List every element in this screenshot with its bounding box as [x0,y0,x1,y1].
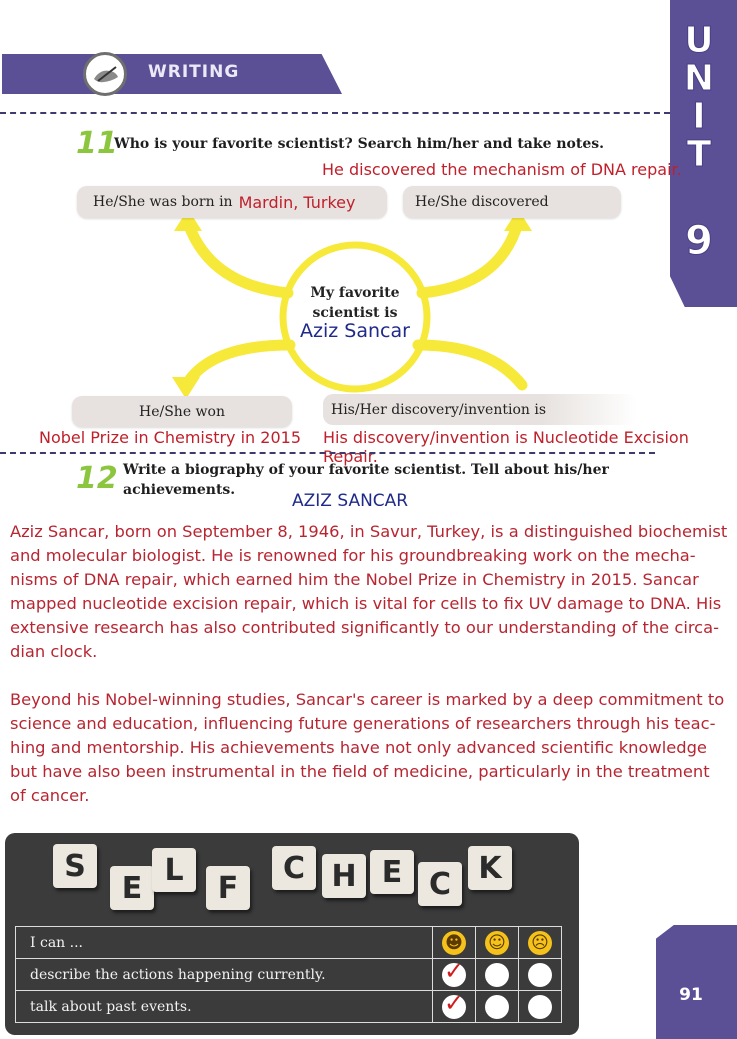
self-check-table [15,926,562,1023]
letter-tile: K [468,846,512,890]
biography-paragraph-1 [10,520,734,664]
invention-box [323,394,637,425]
discovered-answer: He discovered the mechanism of DNA repair. [322,160,682,179]
can-do-statement: describe the actions happening currently. [16,959,433,991]
paragraph-1-line: mapped nucleotide excision repair, which is vital for cells to fix UV damage to DNA. His [10,594,722,613]
born-label: He/She was born in [93,194,233,210]
paragraph-2-line: of cancer. [10,786,90,805]
won-box [72,396,292,427]
paragraph-1-line: and molecular biologist. He is renowned for his groundbreaking work on the mecha- [10,546,696,565]
i-can-label: I can ... [16,927,433,959]
self-check-header-row [16,927,562,959]
unit-number: 9 [685,218,713,264]
paragraph-1-line: Aziz Sancar, born on September 8, 1946, in Savur, Turkey, is a distinguished biochemist [10,522,728,541]
unit-letter-n: N [683,58,715,99]
neutral-option[interactable] [485,995,509,1019]
unit-letter-i: I [692,96,706,137]
letter-tile: S [53,844,97,888]
unit-letter-u: U [684,20,714,61]
paragraph-2-line: Beyond his Nobel-winning studies, Sancar's career is marked by a deep commitment to [10,690,725,709]
discovered-label: He/She discovered [415,194,549,210]
page-number: 91 [679,985,703,1005]
exercise-11-number: 11 [76,126,118,161]
born-box [77,186,387,218]
center-answer: Aziz Sancar [300,320,410,342]
born-answer: Mardin, Turkey [238,192,356,212]
letter-tile: E [370,850,414,894]
happy-option[interactable] [442,988,466,1019]
paragraph-2-line: but have also been instrumental in the field of medicine, particularly in the treatment [10,762,710,781]
sad-option[interactable] [528,995,552,1019]
exercise-11-prompt: Who is your favorite scientist? Search him/her and take notes. [114,136,604,152]
section-divider [0,112,670,114]
won-answer: Nobel Prize in Chemistry in 2015 [39,428,301,447]
exercise-12-prompt-line2: achievements. [123,482,236,498]
happy-option[interactable] [442,956,466,987]
paragraph-2-line: science and education, influencing future generations of researchers through his teac- [10,714,716,733]
paragraph-2-line: hing and mentorship. His achievements have not only advanced scientific knowledge [10,738,707,757]
section-divider-2 [0,452,655,454]
checkmark-icon: ✓ [444,988,465,1017]
checkmark-icon: ✓ [444,956,465,985]
exercise-12-number: 12 [76,461,118,496]
center-label: My favorite scientist is [310,285,400,321]
letter-tile: L [152,848,196,892]
page-number-tab [656,925,737,1039]
table-row [16,991,562,1023]
neutral-face-icon: ☺ [485,931,509,955]
letter-tile: F [206,866,250,910]
invention-label: His/Her discovery/invention is [331,401,546,418]
letter-tile: H [322,854,366,898]
neutral-option[interactable] [485,963,509,987]
sad-option[interactable] [528,963,552,987]
happy-face-icon: ☻ [442,931,466,955]
exercise-12-prompt-line1: Write a biography of your favorite scientist. Tell about his/her [123,462,609,478]
unit-letter-t: T [686,134,712,175]
section-label: WRITING [148,62,240,82]
discovered-box [403,186,621,218]
paragraph-1-line: nisms of DNA repair, which earned him the Nobel Prize in Chemistry in 2015. Sancar [10,570,699,589]
letter-tile: E [110,866,154,910]
paragraph-1-line: dian clock. [10,642,98,661]
writing-hand-icon [83,52,127,96]
sad-face-icon: ☹ [528,931,552,955]
biography-paragraph-2 [10,688,734,808]
biography-title: AZIZ SANCAR [292,491,409,511]
letter-tile: C [418,862,462,906]
won-label: He/She won [139,403,225,420]
letter-tile: C [272,846,316,890]
can-do-statement: talk about past events. [16,991,433,1023]
paragraph-1-line: extensive research has also contributed significantly to our understanding of the circa- [10,618,719,637]
table-row [16,959,562,991]
invention-answer: His discovery/invention is Nucleotide Excision Repair. [323,428,689,466]
